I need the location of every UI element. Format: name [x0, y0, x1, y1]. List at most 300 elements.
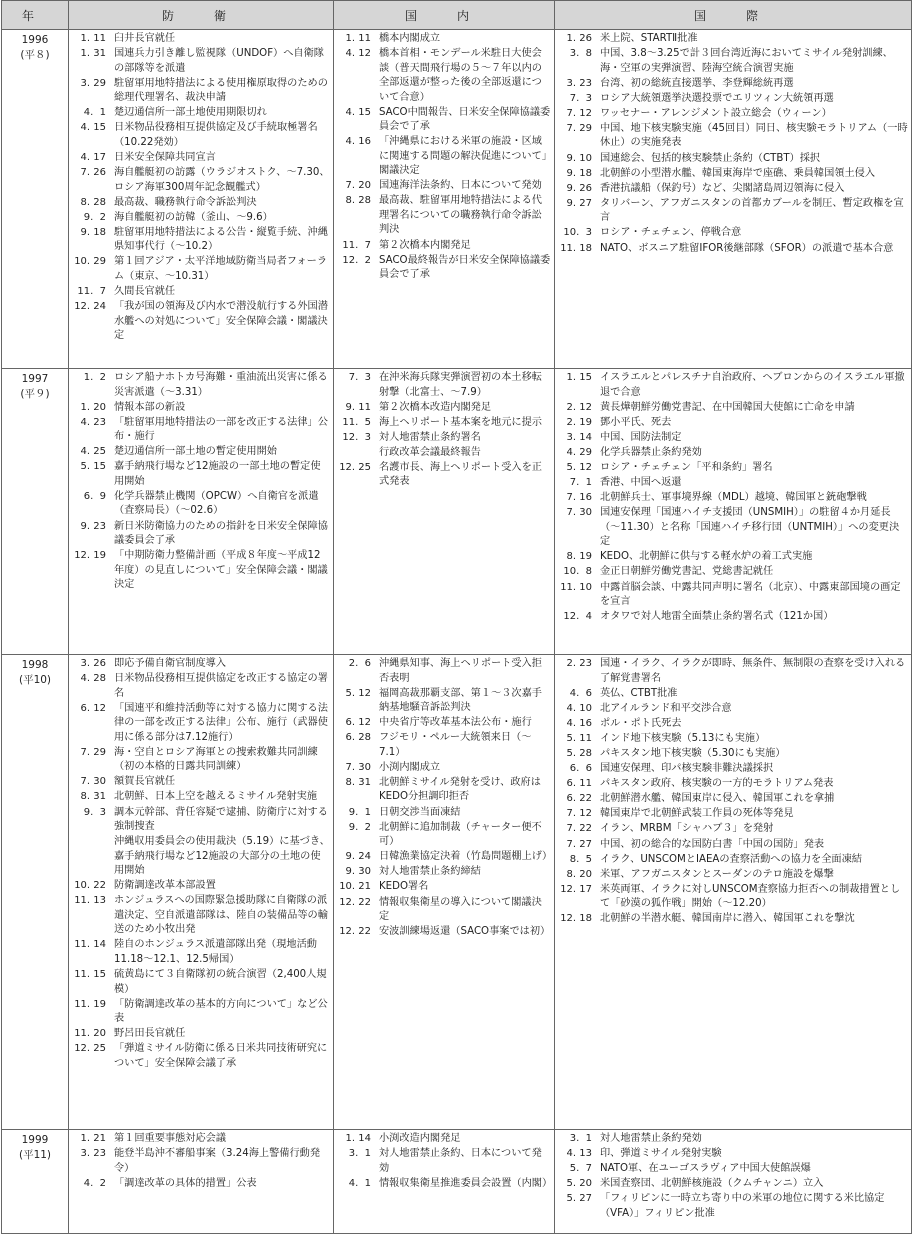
event-text: 海・空自とロシア海軍との捜索救難共同訓練（初の本格的日露共同訓練）	[114, 746, 318, 773]
event-text: 橋本内閣成立	[379, 33, 441, 44]
event-entry	[558, 197, 908, 226]
event-entry	[337, 925, 551, 940]
event-entry	[558, 431, 908, 446]
event-date: 7. 22	[566, 823, 592, 835]
event-entry	[72, 702, 330, 746]
event-entry	[337, 371, 551, 400]
event-entry	[558, 657, 908, 686]
event-text: 国連海洋法条約、日本について発効	[379, 180, 542, 192]
event-entry	[337, 1132, 551, 1147]
event-text: 日米安全保障共同宣言	[114, 151, 216, 163]
event-entry	[337, 880, 551, 895]
event-text: イスラエルとパレスチナ自治政府、ヘブロンからのイスラエル軍撤退で合意	[600, 372, 905, 398]
event-text: 陸自のホンジュラス派遣部隊出発（現地活動11.18～12.1、12.5帰国）	[114, 939, 317, 965]
event-date: 7. 26	[80, 167, 106, 179]
event-date: 10. 21	[339, 881, 371, 893]
event-entry	[72, 490, 330, 519]
event-date: 12. 19	[74, 550, 106, 562]
event-entry	[558, 717, 908, 732]
year-cell	[2, 30, 69, 369]
event-text: 情報収集衛星の導入について閣議決定	[379, 896, 542, 923]
event-text: 在沖米海兵隊実弾演習初の本土移転射撃（北富士、～7.9）	[379, 372, 542, 398]
event-text: 久間長官就任	[114, 286, 176, 298]
event-date: 8. 28	[80, 196, 106, 208]
event-date: 2. 6	[348, 658, 371, 669]
event-text: 小渕改造内閣発足	[379, 1133, 461, 1144]
event-text: ポル・ポト氏死去	[600, 717, 682, 729]
event-date: 8. 20	[566, 868, 592, 880]
event-text: 香港、中国へ返還	[600, 477, 682, 489]
event-date: 9. 10	[566, 152, 592, 164]
event-text: 橋本首相・モンデール米駐日大使会談（普天間飛行場の５～７年以内の全部返還が整った後の全部返還について合意）	[379, 48, 542, 103]
event-entry	[558, 446, 908, 461]
event-text: 臼井長官就任	[114, 33, 176, 44]
event-date: 4. 6	[569, 687, 592, 699]
event-text: SACO中間報告、日米安全保障協議委員会で了承	[379, 106, 551, 133]
event-entry	[337, 731, 551, 760]
event-text: 行政改革会議最終報告	[379, 446, 481, 458]
event-entry	[72, 657, 330, 672]
event-text: 小渕内閣成立	[379, 761, 441, 773]
event-entry	[337, 776, 551, 805]
domestic-events	[334, 655, 555, 1130]
event-date: 12. 24	[74, 301, 106, 313]
chronology-table	[1, 0, 912, 1234]
event-date: 11. 18	[560, 242, 592, 254]
event-date: 2. 12	[566, 401, 592, 413]
event-entry	[337, 446, 551, 461]
event-entry	[558, 550, 908, 565]
event-text: 沖縄収用委員会の使用裁決（5.19）に基づき、嘉手納飛行場など12施設の大部分の土地の使用開始	[114, 836, 330, 877]
event-entry	[72, 1027, 330, 1042]
event-entry	[558, 687, 908, 702]
event-entry	[337, 461, 551, 490]
event-date: 1. 26	[566, 33, 592, 44]
event-entry	[72, 77, 330, 106]
event-entry	[72, 1132, 330, 1147]
event-entry	[558, 868, 908, 883]
event-date: 11. 20	[74, 1028, 106, 1040]
event-date: 7. 29	[566, 122, 592, 134]
event-text: 鄧小平氏、死去	[600, 416, 672, 428]
event-entry	[558, 226, 908, 241]
event-date: 8. 5	[569, 853, 592, 865]
event-date: 10. 29	[74, 256, 106, 268]
international-events	[555, 1130, 912, 1234]
event-entry	[72, 835, 330, 879]
defense-events	[69, 30, 334, 369]
event-entry	[72, 226, 330, 255]
event-text: 北アイルランド和平交渉合意	[600, 702, 732, 714]
event-date: 11. 7	[342, 239, 371, 251]
event-entry	[558, 491, 908, 506]
event-text: パキスタン政府、核実験の一方的モラトリアム発表	[600, 778, 834, 790]
event-text: 「弾道ミサイル防衛に係る日米共同技術研究について」安全保障会議了承	[114, 1043, 328, 1069]
event-text: ワッセナー・アレンジメント設立総会（ウィーン）	[600, 107, 832, 119]
event-text: 能登半島沖不審船事案（3.24海上警備行動発令）	[114, 1148, 321, 1174]
event-entry	[558, 610, 908, 625]
event-text: 日韓漁業協定決着（竹島問題棚上げ）	[379, 851, 553, 863]
event-date: 7. 1	[569, 477, 592, 489]
event-text: ロシア大統領選挙決選投票でエリツィン大統領再選	[600, 92, 834, 104]
event-date: 3. 29	[80, 77, 106, 89]
event-text: 「防衛調達改革の基本的方向について」など公表	[114, 998, 328, 1025]
event-date: 1. 14	[345, 1133, 371, 1144]
event-date: 11. 10	[560, 581, 592, 593]
event-entry	[72, 775, 330, 790]
event-text: 中央省庁等改革基本法公布・施行	[379, 717, 532, 729]
event-entry	[72, 32, 330, 47]
event-entry	[337, 657, 551, 686]
event-entry	[72, 166, 330, 195]
event-text: 「調達改革の具体的措置」公表	[114, 1177, 257, 1189]
defense-events	[69, 369, 334, 655]
event-date: 6. 11	[566, 778, 592, 790]
year-label: 1999	[21, 1134, 49, 1146]
event-text: KEDO、北朝鮮に供与する軽水炉の着工式実施	[600, 551, 813, 563]
event-text: 北朝鮮に追加制裁（チャーター便不可）	[379, 821, 542, 848]
event-entry	[72, 938, 330, 967]
year-row-1999	[2, 1130, 912, 1234]
event-entry	[558, 883, 908, 912]
event-date: 5. 7	[569, 1163, 592, 1175]
event-text: 海自艦艇初の訪韓（釜山、～9.6）	[114, 211, 273, 223]
event-entry	[337, 1177, 551, 1192]
event-date: 4. 1	[83, 107, 106, 119]
event-text: 国連安保理「国連ハイチ支援団（UNSMIH）」の駐留４か月延長（～11.30）と名称「国連ハイチ移行団（UNTMIH）」への変更決定	[600, 507, 900, 548]
event-entry	[558, 242, 908, 257]
year-cell	[2, 655, 69, 1130]
event-text: ロシア船ナホトカ号海難・重油流出災害に係る災害派遣（～3.31）	[114, 372, 328, 398]
event-text: KEDO署名	[379, 881, 429, 893]
event-entry	[558, 401, 908, 416]
event-text: 化学兵器禁止機関（OPCW）へ自衛官を派遣（査察局長）（～02.6）	[114, 490, 319, 517]
event-entry	[558, 47, 908, 76]
event-date: 12. 22	[339, 926, 371, 938]
event-text: ロシア・チェチェン「平和条約」署名	[600, 461, 773, 473]
event-date: 9. 2	[348, 821, 371, 833]
event-date: 7. 12	[566, 808, 592, 820]
event-date: 12. 25	[74, 1043, 106, 1055]
event-entry	[72, 255, 330, 284]
event-date: 9. 27	[566, 197, 592, 209]
era-label: (平10)	[18, 674, 52, 686]
event-entry	[558, 152, 908, 167]
event-entry	[72, 47, 330, 76]
event-date: 3. 1	[569, 1133, 592, 1144]
event-date: 11. 13	[74, 895, 106, 907]
event-text: 黄長燁朝鮮労働党書記、在中国韓国大使館に亡命を申請	[600, 401, 855, 413]
event-text: 金正日朝鮮労働党書記、党総書記就任	[600, 566, 774, 578]
event-date: 5. 28	[566, 747, 592, 759]
event-text: 北朝鮮潜水艦、韓国東岸に侵入、韓国軍これを拿捕	[600, 793, 835, 805]
event-date: 1. 15	[566, 372, 592, 383]
event-date: 11. 7	[77, 286, 106, 298]
event-date: 4. 10	[566, 702, 592, 714]
event-date: 6. 22	[566, 793, 592, 805]
event-entry	[558, 1162, 908, 1177]
year-label: 1997	[21, 373, 49, 385]
event-entry	[558, 762, 908, 777]
domestic-events	[334, 369, 555, 655]
event-entry	[558, 167, 908, 182]
event-text: 新日米防衛協力のための指針を日米安全保障協議委員会了承	[114, 520, 328, 547]
event-date: 1. 11	[80, 33, 106, 44]
event-date: 8. 31	[80, 791, 106, 803]
international-events	[555, 655, 912, 1130]
event-date: 3. 14	[566, 431, 592, 443]
event-text: 北朝鮮兵士、軍事境界線（MDL）越境、韓国軍と銃砲撃戦	[600, 492, 867, 504]
event-text: 沖縄県知事、海上ヘリポート受入拒否表明	[379, 658, 542, 684]
event-text: 米軍、アフガニスタンとスーダンのテロ施設を爆撃	[600, 868, 834, 880]
event-date: 5. 12	[566, 461, 592, 473]
international-events	[555, 30, 912, 369]
event-entry	[337, 32, 551, 47]
event-date: 4. 12	[345, 48, 371, 60]
event-entry	[337, 761, 551, 776]
event-entry	[72, 151, 330, 166]
event-date: 9. 23	[80, 520, 106, 532]
event-date: 9. 24	[345, 851, 371, 863]
event-entry	[337, 254, 551, 283]
event-text: 安波訓練場返還（SACO事案では初）	[379, 926, 551, 938]
event-entry	[72, 300, 330, 344]
event-entry	[72, 790, 330, 805]
header-international: 国 際	[555, 1, 912, 30]
event-entry	[337, 865, 551, 880]
event-text: 野呂田長官就任	[114, 1028, 186, 1040]
event-date: 4. 17	[80, 151, 106, 163]
event-entry	[72, 416, 330, 445]
domestic-events	[334, 30, 555, 369]
year-label: 1996	[21, 34, 49, 46]
event-date: 4. 1	[348, 1177, 371, 1189]
event-date: 9. 3	[83, 806, 106, 818]
defense-events	[69, 1130, 334, 1234]
event-entry	[72, 894, 330, 938]
event-entry	[558, 182, 908, 197]
event-date: 7. 30	[80, 776, 106, 788]
event-date: 9. 18	[566, 167, 592, 179]
defense-events	[69, 655, 334, 1130]
event-date: 7. 20	[345, 180, 371, 192]
event-text: 米英両軍、イラクに対しUNSCOM査察協力拒否への制裁措置として「砂漠の狐作戦」開始（～12.20）	[600, 883, 901, 910]
event-entry	[337, 135, 551, 179]
event-date: 2. 23	[566, 658, 592, 669]
event-entry	[558, 107, 908, 122]
header-domestic: 国 内	[334, 1, 555, 30]
event-date: 9. 18	[80, 226, 106, 238]
year-cell	[2, 1130, 69, 1234]
event-text: ロシア・チェチェン、停戦合意	[600, 227, 742, 239]
event-date: 11. 14	[74, 939, 106, 951]
header-defense: 防 衛	[69, 1, 334, 30]
event-text: タリバーン、アフガニスタンの首都カブールを制圧、暫定政権を宣言	[600, 197, 904, 224]
event-text: 情報本部の新設	[114, 401, 186, 413]
event-date: 8. 31	[345, 776, 371, 788]
era-label: (平８)	[20, 49, 50, 61]
event-entry	[337, 179, 551, 194]
year-row-1997	[2, 369, 912, 655]
event-text: 最高裁、駐留軍用地特措法による代理署名についての職務執行命令訴訟判決	[379, 195, 542, 236]
event-text: 韓国東岸で北朝鮮武装工作員の死体等発見	[600, 808, 794, 820]
event-date: 12. 25	[339, 461, 371, 473]
event-entry	[558, 1177, 908, 1192]
event-date: 7. 3	[348, 372, 371, 383]
event-date: 12. 4	[563, 611, 592, 623]
event-date: 5. 12	[345, 687, 371, 699]
event-text: NATO軍、在ユーゴスラヴィア中国大使館誤爆	[600, 1163, 811, 1175]
event-entry	[558, 1132, 908, 1147]
event-entry	[337, 239, 551, 254]
event-date: 9. 1	[348, 806, 371, 818]
event-text: イラン、MRBM「シャハブ３」を発射	[600, 823, 774, 835]
event-date: 8. 28	[345, 195, 371, 207]
event-date: 7. 30	[345, 761, 371, 773]
event-entry	[72, 211, 330, 226]
event-entry	[337, 687, 551, 716]
event-date: 7. 30	[566, 507, 592, 519]
event-entry	[72, 746, 330, 775]
event-date: 5. 11	[566, 732, 592, 744]
event-text: 「国連平和維持活動等に対する協力に関する法律の一部を改正する法律」公布、施行（武器使用に係る部分は7.12施行）	[114, 702, 328, 743]
event-date: 4. 16	[345, 136, 371, 148]
event-entry	[558, 807, 908, 822]
event-date: 5. 20	[566, 1178, 592, 1190]
event-text: 中国、国防法制定	[600, 431, 682, 443]
year-cell	[2, 369, 69, 655]
event-entry	[72, 1147, 330, 1176]
event-date: 3. 23	[80, 1148, 106, 1160]
event-date: 5. 27	[566, 1193, 592, 1205]
event-text: 中露首脳会談、中露共同声明に署名（北京）、中露東部国境の画定を宣言	[600, 581, 901, 608]
event-date: 1. 31	[80, 48, 106, 60]
event-entry	[558, 77, 908, 92]
domestic-events	[334, 1130, 555, 1234]
event-entry	[337, 194, 551, 238]
event-text: 中国、初の総合的な国防白書「中国の国防」発表	[600, 838, 825, 850]
event-entry	[337, 716, 551, 731]
event-date: 2. 19	[566, 416, 592, 428]
event-date: 7. 12	[566, 107, 592, 119]
event-date: 1. 2	[83, 372, 106, 383]
event-date: 10. 22	[74, 880, 106, 892]
event-date: 10. 8	[563, 566, 592, 578]
event-entry	[72, 549, 330, 593]
event-text: 第１回アジア・太平洋地域防衛当局者フォーラム（東京、～10.31）	[114, 256, 328, 282]
event-entry	[72, 445, 330, 460]
event-text: 「駐留軍用地特措法の一部を改正する法律」公布・施行	[114, 416, 328, 443]
event-entry	[337, 47, 551, 105]
event-date: 8. 19	[566, 551, 592, 563]
event-entry	[72, 106, 330, 121]
event-entry	[72, 998, 330, 1027]
event-text: 防衛調達改革本部設置	[114, 880, 216, 892]
event-entry	[558, 792, 908, 807]
event-text: 第２次橋本内閣発足	[379, 239, 471, 251]
event-text: 名護市長、海上ヘリポート受入を正式発表	[379, 461, 542, 488]
event-entry	[558, 702, 908, 717]
event-date: 12. 17	[560, 883, 592, 895]
event-entry	[72, 196, 330, 211]
event-text: 「沖縄県における米軍の施設・区域に関連する問題の解決促進について」閣議決定	[379, 136, 547, 177]
event-date: 3. 8	[569, 48, 592, 60]
event-entry	[72, 121, 330, 150]
event-text: 国連総会、包括的核実験禁止条約（CTBT）採択	[600, 152, 821, 164]
event-date: 11. 19	[74, 998, 106, 1010]
event-text: 米国査察団、北朝鮮核施設（クムチャンニ）立入	[600, 1178, 824, 1190]
event-text: 嘉手納飛行場など12施設の一部土地の暫定使用開始	[114, 461, 321, 487]
event-entry	[558, 581, 908, 610]
event-text: ホンジュラスへの国際緊急援助隊に自衛隊の派遣決定、空自派遣部隊は、陸自の装備品等の輸送のため小牧出発	[114, 895, 328, 936]
event-date: 4. 13	[566, 1148, 592, 1160]
event-date: 4. 15	[80, 122, 106, 134]
event-date: 11. 15	[74, 969, 106, 981]
event-text: 対人地雷禁止条約締結	[379, 866, 481, 878]
year-row-1996	[2, 30, 912, 369]
event-entry	[72, 285, 330, 300]
event-text: 英仏、CTBT批准	[600, 687, 678, 699]
event-text: 即応予備自衛官制度導入	[114, 658, 227, 669]
event-text: フジモリ・ペルー大統領来日（～7.1）	[379, 732, 532, 758]
event-text: 「フィリピンに一時立ち寄り中の米軍の地位に関する米比協定（VFA）」フィリピン批准	[600, 1193, 885, 1219]
event-date: 7. 16	[566, 492, 592, 504]
event-entry	[558, 912, 908, 927]
event-entry	[337, 416, 551, 431]
event-date: 7. 27	[566, 838, 592, 850]
event-date: 1. 21	[80, 1133, 106, 1144]
event-entry	[558, 1192, 908, 1221]
event-date: 4. 29	[566, 446, 592, 458]
event-text: 北朝鮮、日本上空を越えるミサイル発射実施	[114, 791, 318, 803]
event-text: 海自艦艇初の訪露（ウラジオストク、～7.30、ロシア海軍300周年記念観艦式）	[114, 167, 330, 193]
event-text: 対人地雷禁止条約、日本について発効	[379, 1148, 542, 1174]
era-label: (平９)	[20, 388, 50, 400]
event-text: オタワで対人地雷全面禁止条約署名式（121か国）	[600, 611, 834, 623]
event-text: 国連兵力引き離し監視隊（UNDOF）へ自衛隊の部隊等を派遣	[114, 48, 324, 74]
event-date: 7. 3	[569, 92, 592, 104]
event-entry	[337, 431, 551, 446]
event-entry	[72, 401, 330, 416]
event-text: 化学兵器禁止条約発効	[600, 446, 702, 458]
event-entry	[558, 732, 908, 747]
event-entry	[558, 371, 908, 400]
era-label: (平11)	[18, 1149, 52, 1161]
event-entry	[72, 672, 330, 701]
event-date: 12. 2	[342, 254, 371, 266]
event-date: 5. 15	[80, 461, 106, 473]
event-text: 楚辺通信所一部土地の暫定使用開始	[114, 446, 277, 458]
year-row-1998	[2, 655, 912, 1130]
event-entry	[558, 461, 908, 476]
event-entry	[558, 122, 908, 151]
event-date: 4. 15	[345, 106, 371, 118]
event-text: 「中期防衛力整備計画（平成８年度～平成12年度）の見直しについて」安全保障会議・閣議決定	[114, 550, 328, 591]
event-entry	[72, 968, 330, 997]
event-date: 3. 1	[348, 1148, 371, 1160]
event-text: イラク、UNSCOMとIAEAの査察活動への協力を全面凍結	[600, 853, 862, 865]
event-date: 6. 12	[345, 717, 371, 729]
event-entry	[558, 822, 908, 837]
event-date: 6. 6	[569, 763, 592, 775]
event-text: 楚辺通信所一部土地使用期限切れ	[114, 107, 267, 119]
event-entry	[72, 1177, 330, 1192]
event-entry	[72, 806, 330, 835]
event-entry	[72, 460, 330, 489]
event-date: 4. 2	[83, 1177, 106, 1189]
event-text: 駐留軍用地特措法による公告・縦覧手続、沖縄県知事代行（～10.2）	[114, 226, 328, 253]
event-entry	[558, 565, 908, 580]
